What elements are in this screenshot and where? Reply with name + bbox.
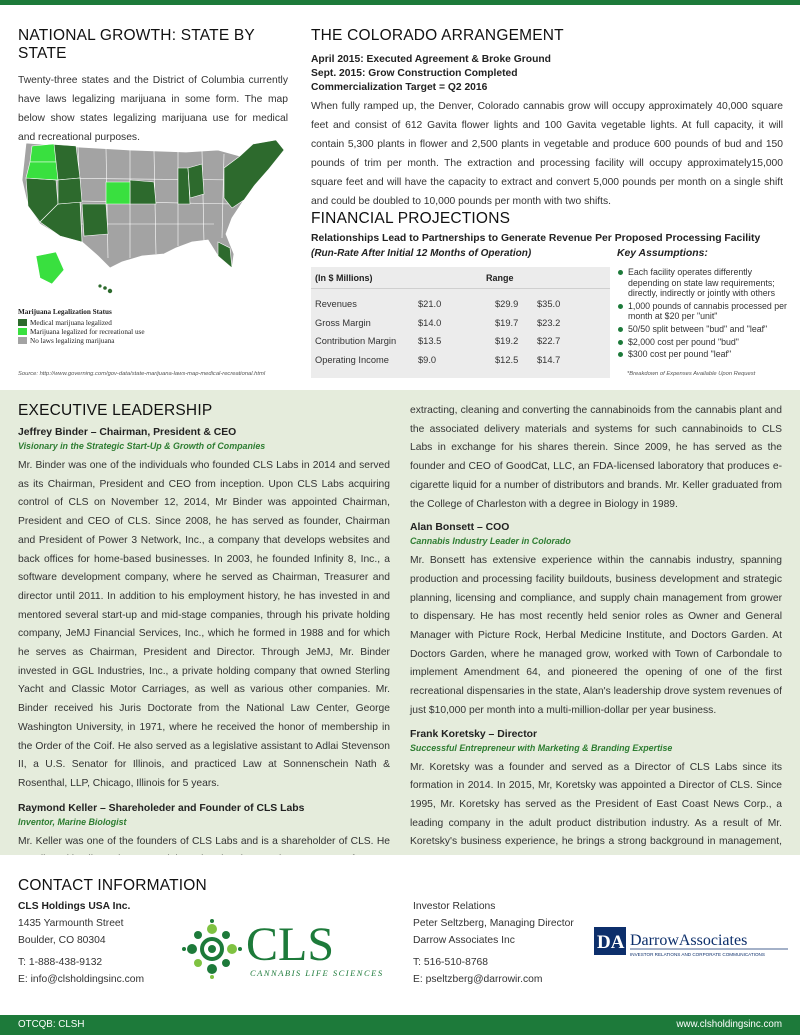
colorado-milestone-1: April 2015: Executed Agreement & Broke Ground <box>311 54 551 65</box>
person-bio-keller-continued: extracting, cleaning and converting the cannabinoids from the cannabis plant and the associated delivery materials and systems for such cannabinoids to CLS Labs in exchange for his shares therein. Since 2009, he has served as the founder and CEO of GoodCat, LLC, an FDA-licensed laboratory that produces e-cigarette liquid for a number of distributors and brands. Mr. Keller graduated from the College of Charleston with a degree in Biology in 1989. <box>410 405 782 510</box>
colorado-milestone-2: Sept. 2015: Grow Construction Completed <box>311 68 518 79</box>
row-label: Revenues <box>315 299 357 309</box>
person-role-binder: Visionary in the Strategic Start-Up & Growth of Companies <box>18 441 266 451</box>
colorado-title: THE COLORADO ARRANGEMENT <box>311 27 564 44</box>
table-row <box>311 351 610 370</box>
executive-leadership-title: EXECUTIVE LEADERSHIP <box>18 402 213 419</box>
footer-website-link[interactable]: www.clsholdingsinc.com <box>676 1019 782 1030</box>
row-low: $21.0 <box>418 299 442 309</box>
row-low: $13.5 <box>418 336 442 346</box>
financial-table-header <box>311 267 610 289</box>
contact-title: CONTACT INFORMATION <box>18 877 207 894</box>
row-mid: $19.7 <box>495 317 519 328</box>
list-item: $2,000 cost per pound "bud" <box>617 337 789 348</box>
legend-label-none: No laws legalizing marijuana <box>30 336 115 345</box>
company-city: Boulder, CO 80304 <box>18 935 106 946</box>
key-assumptions-title: Key Assumptions: <box>617 248 708 259</box>
legend-item-none <box>18 336 288 345</box>
ir-person: Peter Seltzberg, Managing Director <box>413 918 574 929</box>
top-section <box>0 5 800 390</box>
ir-email[interactable]: E: pseltzberg@darrowir.com <box>413 974 543 985</box>
financial-table <box>311 267 610 378</box>
legend-item-recreational <box>18 327 288 336</box>
legend-swatch-recreational <box>18 328 27 335</box>
key-assumptions-list <box>617 267 789 362</box>
row-high: $23.2 <box>537 317 561 328</box>
row-low: $9.0 <box>418 354 437 365</box>
list-item: Each facility operates differently depending on state law requirements; directly, indirectly or jointly with others <box>617 267 789 299</box>
map-svg <box>18 138 293 298</box>
financial-title: FINANCIAL PROJECTIONS <box>311 210 511 227</box>
company-phone[interactable]: T: 1-888-438-9132 <box>18 957 103 968</box>
table-header-units: (In $ Millions) <box>315 273 373 283</box>
darrow-logo-name: DarrowAssociates <box>630 932 748 949</box>
legend-label-medical: Medical marijuana legalized <box>30 318 112 327</box>
footer-ticker: OTCQB: CLSH <box>18 1019 85 1030</box>
map-legend <box>18 308 288 345</box>
person-bio-keller: Mr. Keller was one of the founders of CLS Labs and is a shareholder of CLS. He <box>18 835 390 847</box>
key-assumptions-note: *Breakdown of Expenses Available Upon Request <box>627 371 756 377</box>
footer-bar <box>0 1015 800 1035</box>
contact-section <box>0 855 800 1015</box>
ir-phone[interactable]: T: 516-510-8768 <box>413 957 488 968</box>
colorado-milestone-3: Commercialization Target = Q2 2016 <box>311 82 488 93</box>
leadership-right-column <box>410 402 782 871</box>
national-growth-column <box>18 27 288 147</box>
row-high: $14.7 <box>537 354 561 365</box>
table-header-range: Range <box>486 273 514 283</box>
table-row <box>311 314 610 333</box>
colorado-column <box>311 27 783 211</box>
row-high: $35.0 <box>537 299 561 309</box>
darrow-logo-tagline: INVESTOR RELATIONS AND CORPORATE COMMUNICATIONS <box>630 952 765 957</box>
legend-swatch-medical <box>18 319 27 326</box>
row-label: Operating Income <box>315 354 389 365</box>
row-low: $14.0 <box>418 317 442 328</box>
person-role-koretsky: Successful Entrepreneur with Marketing & Branding Expertise <box>410 742 673 753</box>
person-name-keller: Raymond Keller – Shareholeder and Founder of CLS Labs <box>18 802 305 814</box>
us-legalization-map <box>18 138 293 298</box>
cls-logo-rosette-icon <box>182 919 242 979</box>
financial-subtitle: Relationships Lead to Partnerships to Generate Revenue Per Proposed Processing Facility <box>311 233 761 244</box>
financial-runrate: (Run-Rate After Initial 12 Months of Operation) <box>311 248 532 259</box>
row-mid: $12.5 <box>495 354 519 365</box>
ir-title: Investor Relations <box>413 901 496 912</box>
national-growth-intro: Twenty-three states and the District of Columbia currently have laws legalizing marijuana in some form. The map below show states legalizing marijuana use for medical and recreational purposes. <box>18 75 288 143</box>
person-bio-koretsky: Mr. Koretsky was a founder and served as a Director of CLS Labs since its formation in 2014. In 2015, Mr, Koretsky was appointed a Director of CLS. Since 1995, Mr. Koretsky has served as the President of East Coast News Corp., a leading company in the adult product distribution industry. As a result of Mr. Koretsky's business experience, he brings a strong background in management, <box>410 761 782 848</box>
row-label: Contribution Margin <box>315 336 397 346</box>
person-role-bonsett: Cannabis Industry Leader in Colorado <box>410 536 571 547</box>
map-hawaii <box>98 284 112 293</box>
investor-relations-block <box>413 898 574 988</box>
list-item: 50/50 split between "bud" and "leaf" <box>617 324 789 335</box>
legend-item-medical <box>18 318 288 327</box>
colorado-body: When fully ramped up, the Denver, Colorado cannabis grow will occupy approximately 40,000 square feet and consist of 612 Gavita flower lights and 100 Gavita vegetable lights. At full capacity, it will contain 5,300 plants in flower and 2,500 plants in vegetable and produce 600 pounds of bud and 150 pounds of trim per month. The extraction and processing facility will occupy approximately15,000 square feet and will have the capacity to extract and convert 5,000 pounds per month on a single shift and could be doubled to 10,000 pounds per month with two shifts. <box>311 101 783 207</box>
list-item: $300 cost per pound "leaf" <box>617 349 789 360</box>
darrow-associates-logo <box>592 925 792 961</box>
row-label: Gross Margin <box>315 317 371 328</box>
row-mid: $19.2 <box>495 336 519 346</box>
cls-logo-svg <box>172 905 412 985</box>
table-row <box>311 332 610 351</box>
list-item: 1,000 pounds of cannabis processed per month at $20 per "unit" <box>617 301 789 322</box>
legend-swatch-none <box>18 337 27 344</box>
company-name: CLS Holdings USA Inc. <box>18 901 131 912</box>
darrow-logo-svg <box>592 925 792 961</box>
legend-title: Marijuana Legalization Status <box>18 308 112 316</box>
person-bio-bonsett: Mr. Bonsett has extensive experience within the cannabis industry, spanning production and processing facility buildouts, business development and strategic planning, licensing and compliance, and supply chain management from grower to dispensary. He has most recently held senior roles as Owner and General Manager with Picture Rock, Herbal Medicine Institute, and Doctors Garden. At Doctors Garden, where he managed grow, worked with Town of Carbondale to implement Amendment 64, and pioneered the opening of one of the first recreational dispensaries in the state, Alan's leadership drove system revenues of just $10,000 per month into a multi-million-dollar per year business. <box>410 555 782 716</box>
person-bio-binder: Mr. Binder was one of the individuals who founded CLS Labs in 2014 and served as its Chairman, President and CEO from inception. Upon CLS Labs acquiring control of CLS on November 12, 2014, Mr Binder was appointed Chairman, President and CEO of CLS. Since 2008, he has served as founder, Chairman and President of Power 3 Network, Inc., a company that develops websites and back offices for home-based businesses. In 2003, he founded Infinity 8, Inc., a software development company, where he served as Chairman, Treasurer and director until 2011. In addition to his employment history, he has invested in and mentored several start-up and mid-stage companies, through his private holding company, JeMJ Financial Services, Inc., which he formed in 1988 and for which he serves as Chairman, President and Director. Through JeMJ, Mr. Binder invested in GGL Industries, Inc., a private holding company that owned Sterling Yacht and Classic Motor Carriages, as well as various other companies. Mr. Binder received his Juris Doctorate from the National Law Center, George Washington University, in 1971, where he received the honor of membership in the Order of the Coif. He also served as a legislative assistant to Adlai Stevenson II, a U.S. Senator for Illinois, and practiced Law at Sonnenschein Nath & Rosenthal, LLP, Chicago, Illinois for 5 years. <box>18 460 390 789</box>
person-role-keller: Inventor, Marine Biologist <box>18 816 127 827</box>
cls-logo-tagline: CANNABIS LIFE SCIENCES <box>250 968 384 978</box>
darrow-logo-mark-text: DA <box>597 932 625 953</box>
row-high: $22.7 <box>537 336 561 346</box>
legend-label-recreational: Marijuana legalized for recreational use <box>30 327 145 336</box>
national-growth-title: NATIONAL GROWTH: STATE BY STATE <box>18 27 255 62</box>
company-email[interactable]: E: info@clsholdingsinc.com <box>18 974 145 985</box>
company-contact-block <box>18 898 144 988</box>
executive-leadership-panel <box>0 390 800 855</box>
map-source-link[interactable]: Source: http://www.governing.com/gov-data/state-marijuana-laws-map-medical-recreational.html <box>18 371 266 377</box>
ir-firm: Darrow Associates Inc <box>413 935 515 946</box>
person-name-koretsky: Frank Koretsky – Director <box>410 728 538 740</box>
company-street: 1435 Yarmounth Street <box>18 918 124 929</box>
cls-logo <box>172 905 412 985</box>
leadership-left-column <box>18 402 390 870</box>
row-mid: $29.9 <box>495 299 519 309</box>
table-row <box>311 295 610 314</box>
person-name-binder: Jeffrey Binder – Chairman, President & CEO <box>18 427 237 438</box>
cls-logo-wordmark: CLS <box>246 918 335 971</box>
person-name-bonsett: Alan Bonsett – COO <box>410 522 510 534</box>
